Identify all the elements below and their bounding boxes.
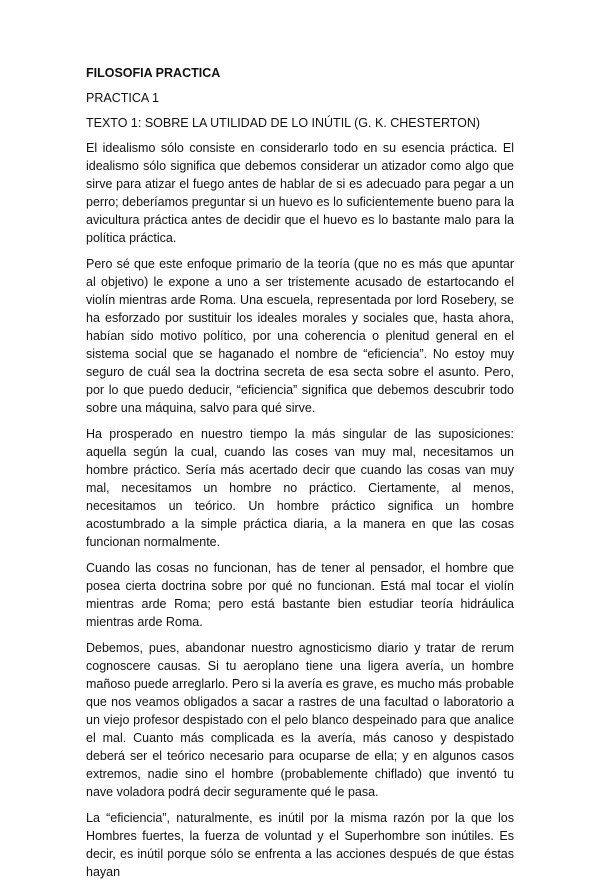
paragraph: Ha prosperado en nuestro tiempo la más singular de las suposiciones: aquella según la cual, cuando las coses van muy mal, necesitamos un hombre práctico. Sería más acertado decir que cuando las cosas van muy mal, necesitamos un hombre no práctico. Ciertamente, al menos, necesitamos un teórico. Un hombre práctico significa un hombre acostumbrado a la simple práctica diaria, a la manera en que las cosas funcionan normalmente. xyxy=(86,427,514,549)
paragraph: El idealismo sólo consiste en considerarlo todo en su esencia práctica. El idealismo sólo significa que debemos considerar un atizador como algo que sirve para atizar el fuego antes de hablar de si es adecuado para pegar a un perro; deberíamos preguntar si un huevo es lo suficientemente bueno para la avicultura práctica antes de decidir que el huevo es lo bastante malo para la política práctica. xyxy=(86,141,514,245)
paragraph: Pero sé que este enfoque primario de la teoría (que no es más que apuntar al objetivo) le expone a uno a ser tristemente acusado de estartocando el violín mientras arde Roma. Una escuela, representada por lord Rosebery, se ha esforzado por sustituir los ideales morales y sociales que, hasta ahora, habían sido motivo político, por una coherencia o plenitud general en el sistema social que se haganado el nombre de “eficiencia”. No estoy muy seguro de cuál sea la doctrina secreta de esa secta sobre el asunto. Pero, por lo que puedo deducir, “eficiencia” significa que debemos descubrir todo sobre una máquina, salvo para qué sirve. xyxy=(86,257,514,415)
paragraph: Cuando las cosas no funcionan, has de tener al pensador, el hombre que posea cierta doctrina sobre por qué no funcionan. Está mal tocar el violín mientras arde Roma; pero está bastante bien estudiar teoría hidráulica mientras arde Roma. xyxy=(86,561,514,629)
document-title: FILOSOFIA PRACTICA xyxy=(86,66,221,80)
practice-label: PRACTICA 1 xyxy=(86,91,159,105)
text-heading: TEXTO 1: SOBRE LA UTILIDAD DE LO INÚTIL (G. K. CHESTERTON) xyxy=(86,116,481,130)
paragraph: Debemos, pues, abandonar nuestro agnosticismo diario y tratar de rerum cognoscere causas. Si tu aeroplano tiene una ligera avería, un hombre mañoso puede arreglarlo. Pero si la avería es grave, es mucho más probable que nos veamos obligados a sacar a rastres de una facultad o laboratorio a un viejo profesor despistado con el pelo blanco despeinado para que analice el mal. Cuanto más complicada es la avería, más canoso y despistado deberá ser el teórico necesario para ocuparse de ella; y en algunos casos extremos, nadie sino el hombre (probablemente chiflado) que inventó tu nave voladora podrá decir seguramente qué le pasa. xyxy=(86,641,515,799)
paragraph: La “eficiencia”, naturalmente, es inútil por la misma razón por la que los Hombres fuertes, la fuerza de voluntad y el Superhombre son inútiles. Es decir, es inútil porque sólo se enfrenta a las acciones después de que éstas hayan xyxy=(86,811,514,879)
